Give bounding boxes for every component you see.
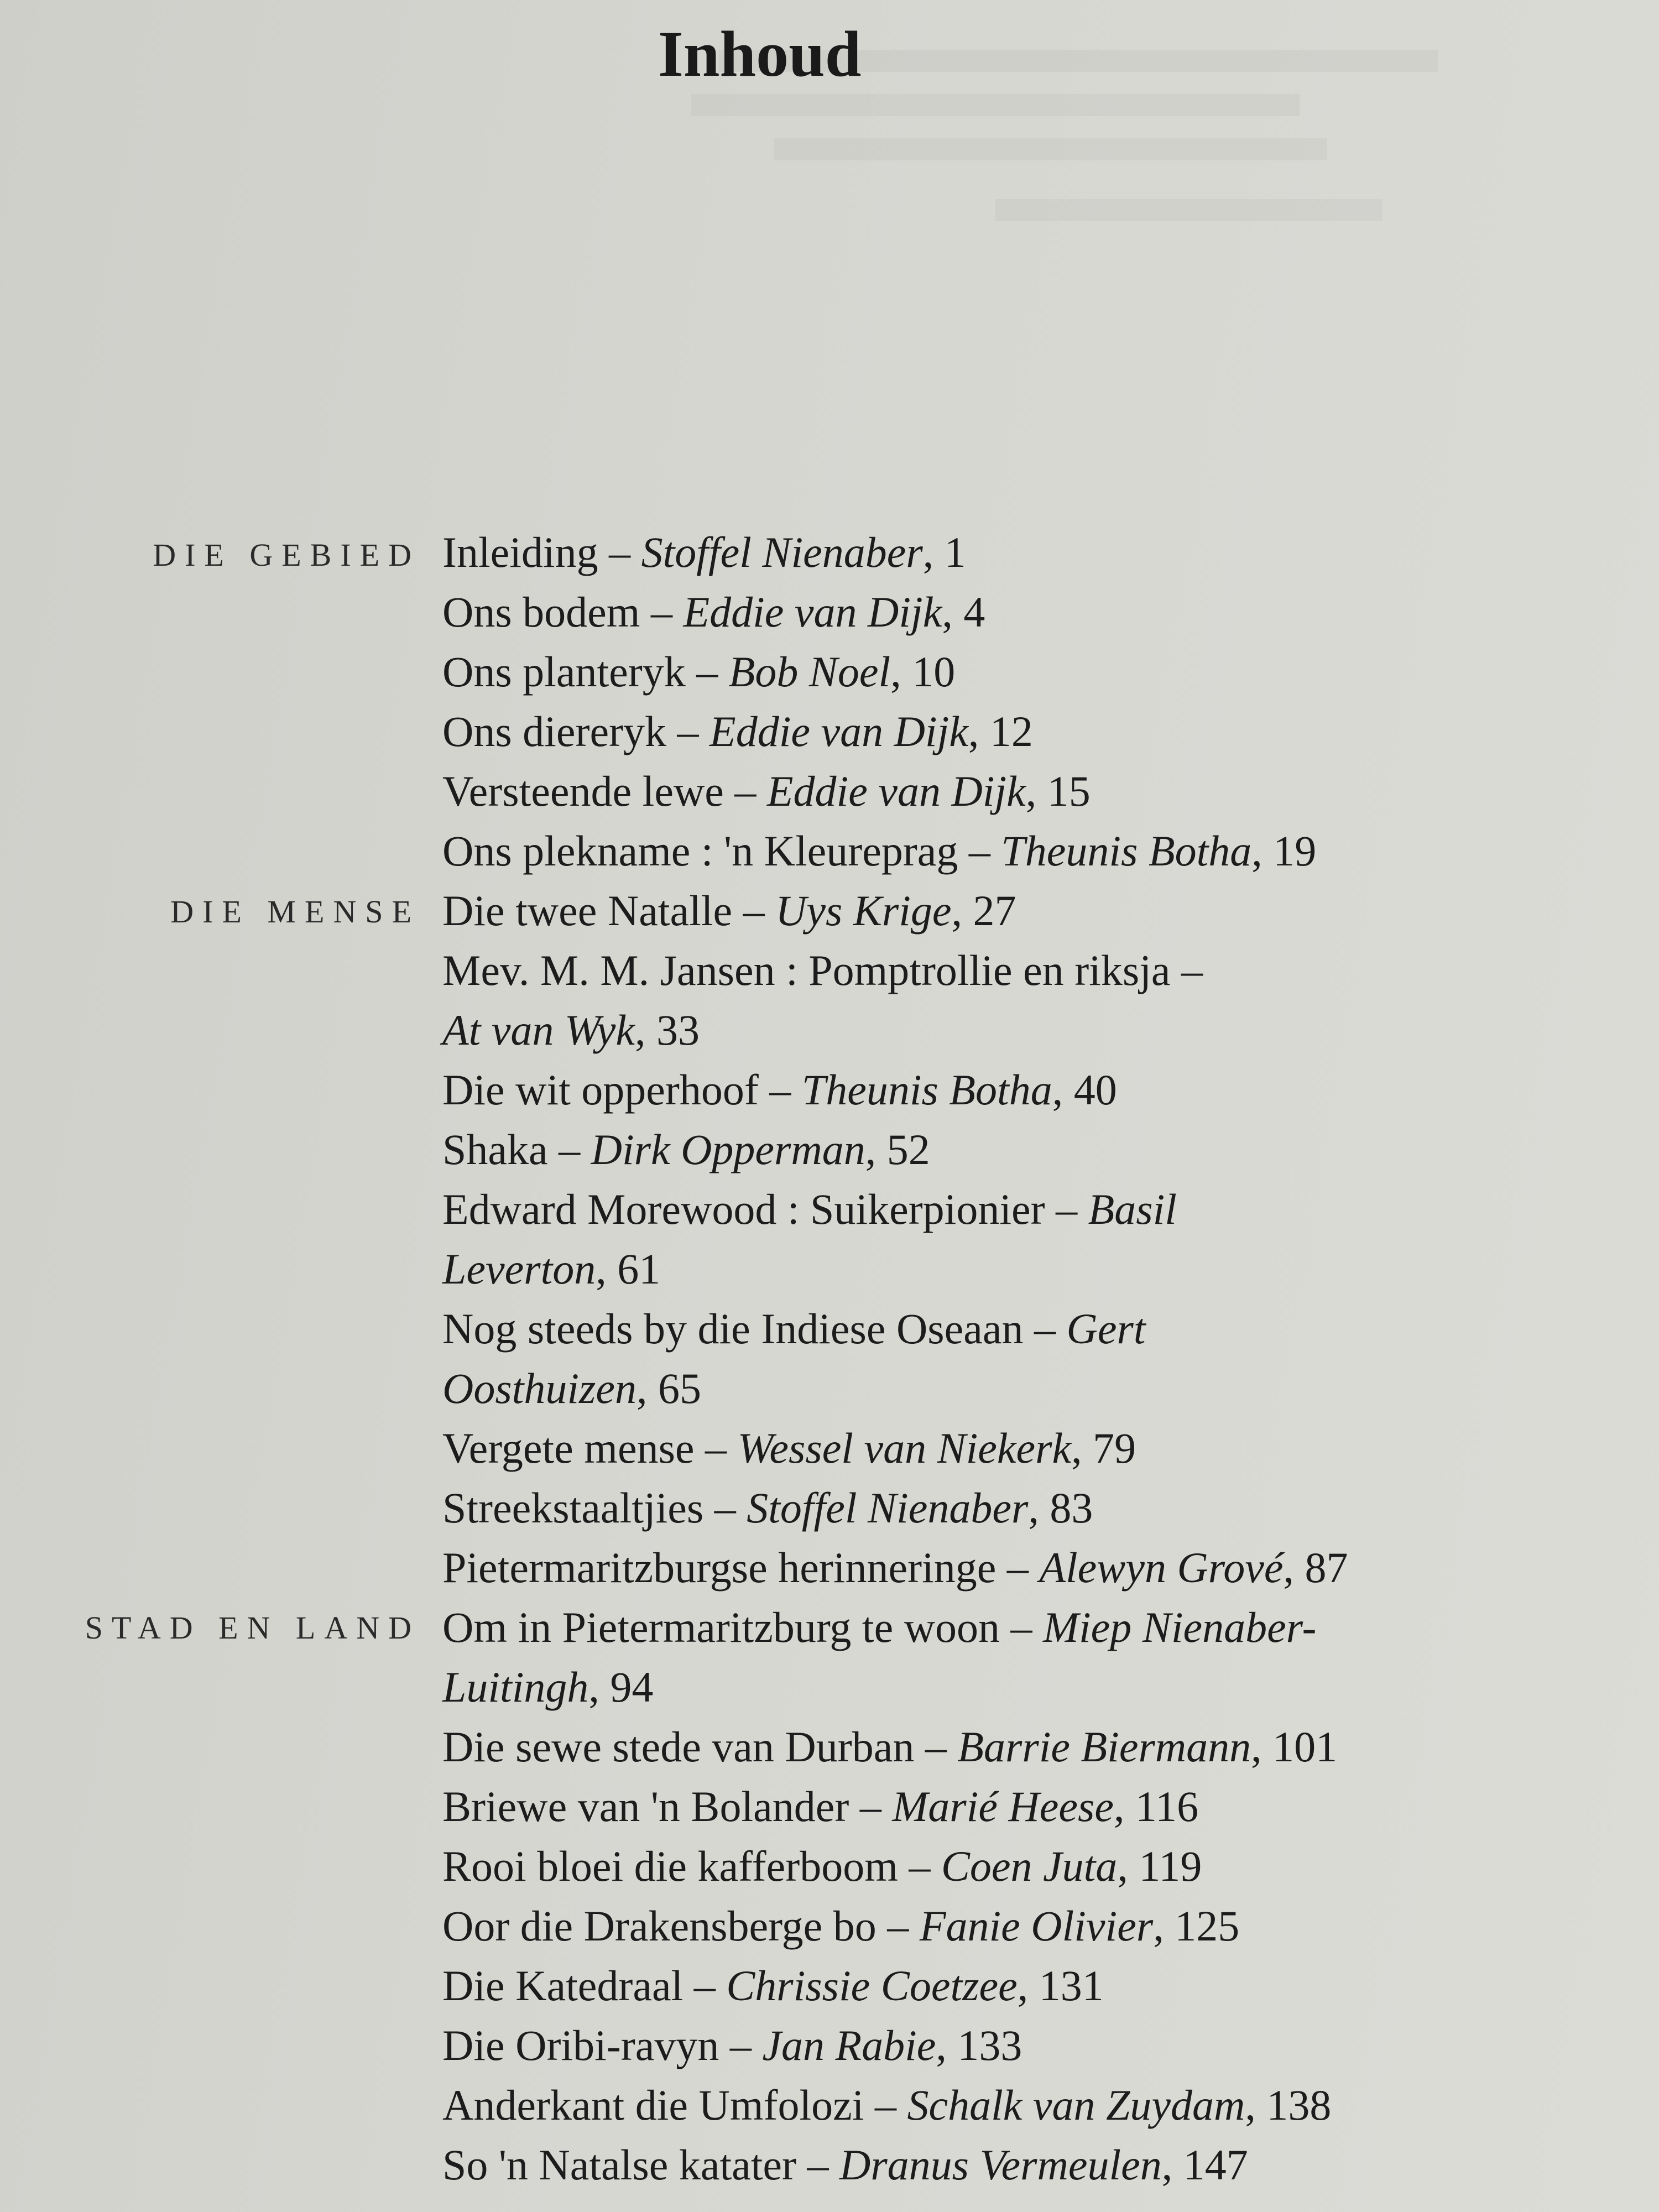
bleed-through-line bbox=[691, 94, 1300, 116]
entry-author: Oosthuizen bbox=[442, 1364, 637, 1412]
entry-title: Die sewe stede van Durban bbox=[442, 1723, 915, 1771]
toc-entry: Anderkant die Umfolozi – Schalk van Zuydam, 138 bbox=[442, 2081, 1332, 2129]
toc-entry: Nog steeds by die Indiese Oseaan – Gert bbox=[442, 1305, 1146, 1353]
toc-entry: Vergete mense – Wessel van Niekerk, 79 bbox=[442, 1424, 1136, 1472]
toc-entry: Ons plekname : 'n Kleureprag – Theunis Botha, 19 bbox=[442, 827, 1317, 875]
entry-title: Die wit opperhoof bbox=[442, 1066, 759, 1114]
entry-author: Bob Noel bbox=[728, 648, 891, 696]
entry-page: 15 bbox=[1047, 767, 1091, 815]
entry-author: Chrissie Coetzee bbox=[726, 1961, 1018, 2010]
page-title: Inhoud bbox=[658, 18, 862, 90]
toc-entry-continuation: Luitingh, 94 bbox=[442, 1663, 654, 1711]
entry-title: Ons bodem bbox=[442, 588, 640, 636]
bleed-through-line bbox=[774, 138, 1327, 160]
toc-entry: Rooi bloei die kafferboom – Coen Juta, 119 bbox=[442, 1842, 1202, 1890]
entry-title: Vergete mense bbox=[442, 1424, 695, 1472]
entry-author: Theunis Botha bbox=[801, 1066, 1052, 1114]
section-label-stad-en-land: STAD EN LAND bbox=[85, 1610, 420, 1646]
toc-entry: Mev. M. M. Jansen : Pomptrollie en riksja – bbox=[442, 946, 1203, 994]
entry-author: Fanie Olivier bbox=[919, 1902, 1154, 1950]
entry-page: 101 bbox=[1272, 1723, 1338, 1771]
entry-page: 52 bbox=[886, 1125, 930, 1173]
entry-page: 147 bbox=[1183, 2141, 1248, 2189]
entry-author: Stoffel Nienaber bbox=[747, 1484, 1029, 1532]
entry-author: Stoffel Nienaber bbox=[641, 528, 923, 576]
entry-page: 10 bbox=[912, 648, 956, 696]
entry-title: Inleiding bbox=[442, 528, 598, 576]
entry-page: 83 bbox=[1050, 1484, 1093, 1532]
section-label-die-mense: DIE MENSE bbox=[170, 894, 420, 930]
entry-title: Shaka bbox=[442, 1125, 548, 1173]
entry-title: Die Katedraal bbox=[442, 1961, 684, 2010]
entry-title: Die twee Natalle bbox=[442, 886, 733, 935]
entry-author: Uys Krige bbox=[775, 886, 952, 935]
entry-title: Briewe van 'n Bolander bbox=[442, 1782, 849, 1830]
toc-entry: Inleiding – Stoffel Nienaber, 1 bbox=[442, 528, 966, 576]
entry-author: Barrie Biermann bbox=[957, 1723, 1251, 1771]
entry-title: Rooi bloei die kafferboom bbox=[442, 1842, 898, 1890]
toc-entry-continuation: Oosthuizen, 65 bbox=[442, 1364, 701, 1412]
entry-author: Miep Nienaber- bbox=[1043, 1603, 1317, 1651]
entry-author: At van Wyk bbox=[442, 1006, 635, 1054]
toc-entry: Ons planteryk – Bob Noel, 10 bbox=[442, 648, 956, 696]
toc-entry: Shaka – Dirk Opperman, 52 bbox=[442, 1125, 930, 1173]
entry-page: 133 bbox=[957, 2021, 1022, 2069]
entry-title: Ons diereryk bbox=[442, 707, 667, 755]
entry-author: Dranus Vermeulen bbox=[839, 2141, 1162, 2189]
entry-page: 94 bbox=[610, 1663, 654, 1711]
entry-page: 12 bbox=[989, 707, 1033, 755]
entry-title: Ons plekname : 'n Kleureprag bbox=[442, 827, 958, 875]
entry-page: 4 bbox=[963, 588, 985, 636]
entry-title: Ons planteryk bbox=[442, 648, 686, 696]
entry-author: Marié Heese bbox=[892, 1782, 1114, 1830]
entry-author: Wessel van Niekerk bbox=[737, 1424, 1072, 1472]
entry-title: Die Oribi-ravyn bbox=[442, 2021, 719, 2069]
entry-page: 119 bbox=[1139, 1842, 1202, 1890]
toc-entry: Pietermaritzburgse herinneringe – Alewyn Grové, 87 bbox=[442, 1543, 1348, 1592]
entry-author: Jan Rabie bbox=[762, 2021, 936, 2069]
entry-author: Luitingh bbox=[442, 1663, 589, 1711]
entry-author: Eddie van Dijk bbox=[709, 707, 968, 755]
entry-author: Dirk Opperman bbox=[591, 1125, 865, 1173]
entry-page: 1 bbox=[944, 528, 966, 576]
toc-entry: Streekstaaltjies – Stoffel Nienaber, 83 bbox=[442, 1484, 1093, 1532]
entry-title: Edward Morewood : Suikerpionier bbox=[442, 1185, 1045, 1233]
entry-author: Leverton bbox=[442, 1245, 596, 1293]
entry-title: Nog steeds by die Indiese Oseaan bbox=[442, 1305, 1024, 1353]
entry-author: Theunis Botha bbox=[1001, 827, 1252, 875]
entry-page: 131 bbox=[1039, 1961, 1104, 2010]
entry-title: Mev. M. M. Jansen : Pomptrollie en riksja bbox=[442, 946, 1171, 994]
toc-entry: So 'n Natalse katater – Dranus Vermeulen, 147 bbox=[442, 2141, 1248, 2189]
entry-author: Eddie van Dijk bbox=[766, 767, 1026, 815]
entry-title: So 'n Natalse katater bbox=[442, 2141, 796, 2189]
entry-page: 79 bbox=[1093, 1424, 1136, 1472]
toc-entry: Die Oribi-ravyn – Jan Rabie, 133 bbox=[442, 2021, 1022, 2069]
entry-title: Versteende lewe bbox=[442, 767, 724, 815]
toc-entry-continuation: At van Wyk, 33 bbox=[442, 1006, 700, 1054]
entry-author: Schalk van Zuydam bbox=[907, 2081, 1245, 2129]
toc-entry: Oor die Drakensberge bo – Fanie Olivier, 125 bbox=[442, 1902, 1240, 1950]
entry-page: 19 bbox=[1273, 827, 1317, 875]
entry-page: 33 bbox=[656, 1006, 700, 1054]
toc-entry: Versteende lewe – Eddie van Dijk, 15 bbox=[442, 767, 1091, 815]
entry-author: Alewyn Grové bbox=[1039, 1543, 1284, 1592]
entry-page: 87 bbox=[1305, 1543, 1348, 1592]
entry-page: 65 bbox=[658, 1364, 701, 1412]
toc-entry: Ons bodem – Eddie van Dijk, 4 bbox=[442, 588, 985, 636]
toc-entry: Ons diereryk – Eddie van Dijk, 12 bbox=[442, 707, 1033, 755]
section-label-die-gebied: DIE GEBIED bbox=[153, 537, 420, 573]
toc-entry-continuation: Leverton, 61 bbox=[442, 1245, 661, 1293]
entry-title: Pietermaritzburgse herinneringe bbox=[442, 1543, 997, 1592]
entry-page: 125 bbox=[1175, 1902, 1240, 1950]
entry-page: 116 bbox=[1135, 1782, 1199, 1830]
entry-page: 138 bbox=[1266, 2081, 1332, 2129]
entry-author: Basil bbox=[1088, 1185, 1177, 1233]
toc-entry: Briewe van 'n Bolander – Marié Heese, 116 bbox=[442, 1782, 1199, 1830]
entry-title: Streekstaaltjies bbox=[442, 1484, 704, 1532]
toc-entry: Die wit opperhoof – Theunis Botha, 40 bbox=[442, 1066, 1117, 1114]
toc-entry: Die Katedraal – Chrissie Coetzee, 131 bbox=[442, 1961, 1104, 2010]
entry-title: Oor die Drakensberge bo bbox=[442, 1902, 877, 1950]
toc-entry: Om in Pietermaritzburg te woon – Miep Nienaber- bbox=[442, 1603, 1317, 1651]
entry-author: Coen Juta bbox=[941, 1842, 1118, 1890]
bleed-through-line bbox=[995, 199, 1383, 221]
entry-author: Gert bbox=[1066, 1305, 1146, 1353]
entry-title: Om in Pietermaritzburg te woon bbox=[442, 1603, 1000, 1651]
entry-page: 40 bbox=[1073, 1066, 1117, 1114]
toc-entry: Die sewe stede van Durban – Barrie Biermann, 101 bbox=[442, 1723, 1338, 1771]
entry-page: 61 bbox=[617, 1245, 661, 1293]
entry-author: Eddie van Dijk bbox=[683, 588, 942, 636]
entry-title: Anderkant die Umfolozi bbox=[442, 2081, 864, 2129]
toc-entry: Die twee Natalle – Uys Krige, 27 bbox=[442, 886, 1016, 935]
entry-page: 27 bbox=[973, 886, 1016, 935]
toc-entry: Edward Morewood : Suikerpionier – Basil bbox=[442, 1185, 1177, 1233]
